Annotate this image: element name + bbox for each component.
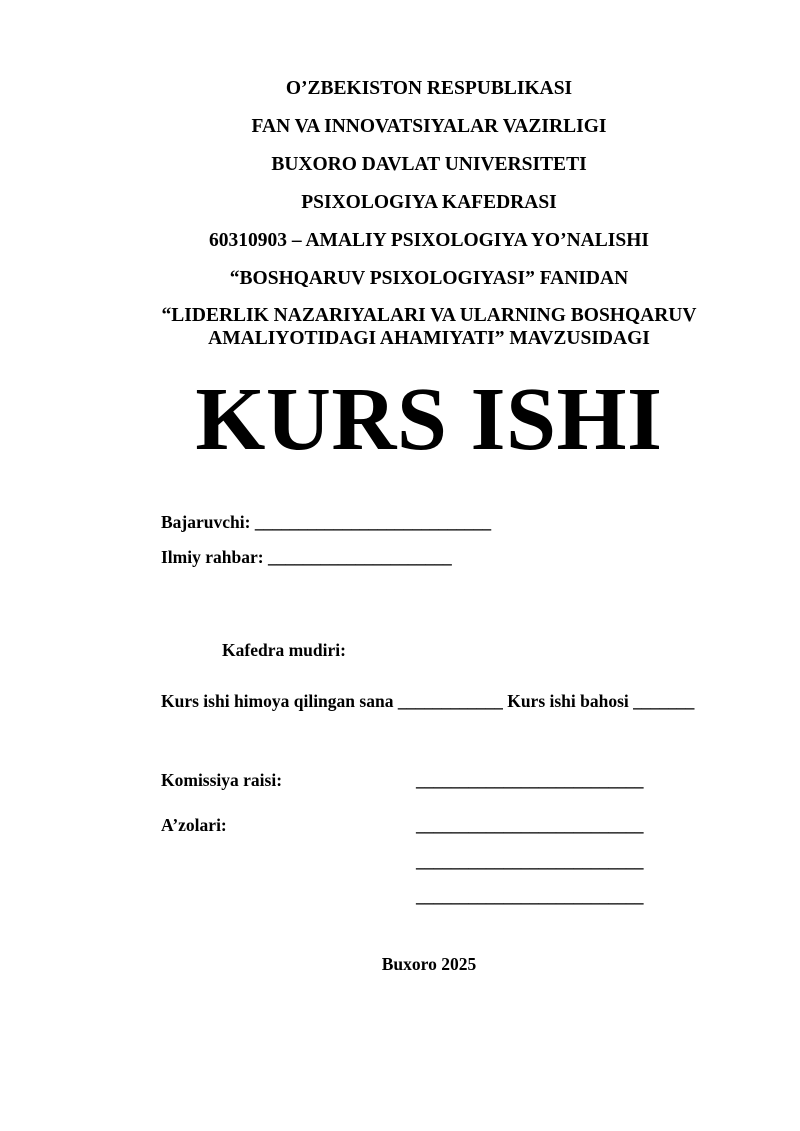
himoya-row — [161, 691, 694, 711]
himoya-blank: ____________ — [397, 691, 503, 711]
header-topic-line-2: AMALIYOTIDAGI AHAMIYATI” MAVZUSIDAGI — [208, 328, 650, 349]
bahosi-label: Kurs ishi bahosi — [507, 691, 629, 711]
bahosi-blank: _______ — [633, 691, 695, 711]
bajaruvchi-row — [161, 512, 491, 532]
header-university: BUXORO DAVLAT UNIVERSITETI — [271, 154, 587, 175]
bajaruvchi-label: Bajaruvchi: — [161, 512, 251, 532]
bajaruvchi-blank: ___________________________ — [254, 512, 492, 532]
kafedra-mudiri-label: Kafedra mudiri: — [222, 640, 346, 660]
header-ministry: FAN VA INNOVATSIYALAR VAZIRLIGI — [251, 116, 607, 137]
komissiya-raisi-blank: __________________________ — [416, 770, 644, 790]
header-department: PSIXOLOGIYA KAFEDRASI — [301, 192, 557, 213]
ilmiy-rahbar-label: Ilmiy rahbar: — [161, 547, 264, 567]
header-program: 60310903 – AMALIY PSIXOLOGIYA YO’NALISHI — [209, 230, 649, 251]
komissiya-raisi-label: Komissiya raisi: — [161, 770, 283, 790]
azolari-blank-2: __________________________ — [416, 851, 644, 871]
ilmiy-rahbar-blank: _____________________ — [267, 547, 452, 567]
header-topic-line-1: “LIDERLIK NAZARIYALARI VA ULARNING BOSHQARUV — [161, 305, 697, 326]
header-subject: “BOSHQARUV PSIXOLOGIYASI” FANIDAN — [229, 268, 629, 289]
azolari-blank-3: __________________________ — [416, 886, 644, 906]
document-title: KURS ISHI — [195, 370, 663, 469]
ilmiy-rahbar-row — [161, 547, 452, 567]
azolari-label: A’zolari: — [161, 815, 227, 835]
place-year: Buxoro 2025 — [381, 954, 477, 974]
himoya-label: Kurs ishi himoya qilingan sana — [161, 691, 394, 711]
header-country: O’ZBEKISTON RESPUBLIKASI — [285, 78, 573, 99]
azolari-blank-1: __________________________ — [416, 815, 644, 835]
